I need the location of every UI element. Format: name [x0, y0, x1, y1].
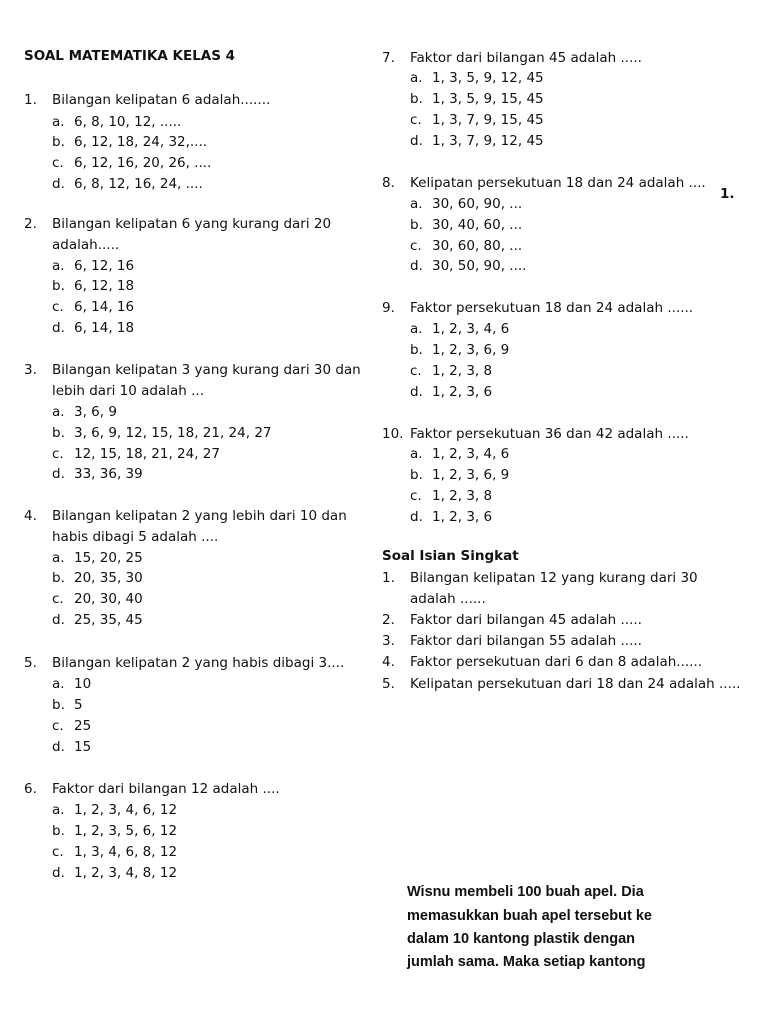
question-number: 2. — [24, 216, 37, 232]
option-letter: b. — [52, 697, 65, 713]
option-text: 6, 12, 18 — [74, 278, 135, 294]
option-letter: a. — [410, 446, 423, 462]
option-letter: b. — [410, 217, 423, 233]
question-text: Bilangan kelipatan 2 yang habis dibagi 3.... — [52, 655, 345, 671]
option-text: 1, 3, 4, 6, 8, 12 — [74, 844, 178, 860]
question-text: Bilangan kelipatan 6 adalah....... — [52, 92, 271, 108]
option-letter: a. — [410, 70, 423, 86]
option-letter: b. — [52, 134, 65, 150]
option-text: 3, 6, 9, 12, 15, 18, 21, 24, 27 — [74, 425, 272, 441]
note-line: jumlah sama. Maka setiap kantong — [407, 954, 646, 970]
option-letter: d. — [410, 258, 423, 274]
document-title: SOAL MATEMATIKA KELAS 4 — [24, 48, 236, 64]
question-text: lebih dari 10 adalah ... — [52, 383, 204, 399]
question-text: Faktor dari bilangan 55 adalah ..... — [410, 633, 642, 649]
question-text: adalah..... — [52, 237, 120, 253]
option-letter: c. — [52, 155, 64, 171]
option-text: 1, 3, 5, 9, 15, 45 — [432, 91, 544, 107]
question-number: 4. — [24, 508, 37, 524]
option-letter: a. — [52, 802, 65, 818]
option-text: 20, 35, 30 — [74, 570, 143, 586]
option-letter: b. — [410, 467, 423, 483]
option-letter: c. — [410, 112, 422, 128]
page-marker: 1. — [720, 186, 735, 202]
option-text: 15, 20, 25 — [74, 550, 143, 566]
note-line: Wisnu membeli 100 buah apel. Dia — [407, 884, 644, 900]
option-text: 10 — [74, 676, 92, 692]
question-text: Faktor persekutuan 36 dan 42 adalah ..... — [410, 426, 689, 442]
question-text: Bilangan kelipatan 3 yang kurang dari 30 dan — [52, 362, 361, 378]
option-text: 1, 3, 7, 9, 15, 45 — [432, 112, 544, 128]
option-text: 20, 30, 40 — [74, 591, 143, 607]
option-text: 5 — [74, 697, 83, 713]
note-line: dalam 10 kantong plastik dengan — [407, 931, 636, 947]
question-number: 5. — [382, 676, 395, 692]
option-text: 1, 2, 3, 8 — [432, 488, 493, 504]
option-text: 1, 2, 3, 6 — [432, 509, 493, 525]
option-letter: c. — [52, 591, 64, 607]
option-letter: c. — [52, 718, 64, 734]
question-number: 3. — [24, 362, 37, 378]
question-number: 1. — [24, 92, 37, 108]
option-letter: d. — [52, 466, 65, 482]
option-text: 6, 14, 18 — [74, 320, 135, 336]
option-letter: c. — [52, 446, 64, 462]
option-letter: d. — [410, 509, 423, 525]
option-text: 6, 12, 16, 20, 26, .... — [74, 155, 212, 171]
option-text: 25, 35, 45 — [74, 612, 143, 628]
option-text: 6, 12, 18, 24, 32,.... — [74, 134, 208, 150]
question-text: Faktor persekutuan dari 6 dan 8 adalah...... — [410, 654, 703, 670]
question-text: Faktor dari bilangan 12 adalah .... — [52, 781, 280, 797]
option-text: 1, 3, 7, 9, 12, 45 — [432, 133, 544, 149]
option-letter: d. — [410, 384, 423, 400]
option-letter: a. — [52, 114, 65, 130]
question-text: habis dibagi 5 adalah .... — [52, 529, 219, 545]
option-text: 30, 60, 90, ... — [432, 196, 523, 212]
short-answer-title: Soal Isian Singkat — [382, 548, 519, 564]
question-number: 7. — [382, 50, 395, 66]
note-line: memasukkan buah apel tersebut ke — [407, 908, 652, 924]
option-letter: a. — [52, 550, 65, 566]
option-letter: d. — [52, 739, 65, 755]
option-text: 1, 2, 3, 8 — [432, 363, 493, 379]
question-number: 9. — [382, 300, 395, 316]
question-number: 2. — [382, 612, 395, 628]
option-text: 30, 50, 90, .... — [432, 258, 527, 274]
option-text: 30, 60, 80, ... — [432, 238, 523, 254]
question-number: 10. — [382, 426, 404, 442]
question-text: Bilangan kelipatan 6 yang kurang dari 20 — [52, 216, 332, 232]
question-number: 5. — [24, 655, 37, 671]
question-text: Bilangan kelipatan 2 yang lebih dari 10 dan — [52, 508, 347, 524]
question-number: 4. — [382, 654, 395, 670]
option-letter: b. — [52, 425, 65, 441]
option-letter: b. — [410, 342, 423, 358]
question-text: Faktor dari bilangan 45 adalah ..... — [410, 612, 642, 628]
option-letter: a. — [410, 196, 423, 212]
option-text: 1, 2, 3, 6, 9 — [432, 467, 510, 483]
option-text: 1, 2, 3, 6 — [432, 384, 493, 400]
option-text: 1, 2, 3, 4, 8, 12 — [74, 865, 178, 881]
option-text: 1, 2, 3, 5, 6, 12 — [74, 823, 178, 839]
option-letter: b. — [52, 823, 65, 839]
option-letter: a. — [52, 404, 65, 420]
question-number: 6. — [24, 781, 37, 797]
option-text: 6, 8, 10, 12, ..... — [74, 114, 182, 130]
question-number: 1. — [382, 570, 395, 586]
option-letter: c. — [52, 299, 64, 315]
option-text: 25 — [74, 718, 92, 734]
option-text: 6, 14, 16 — [74, 299, 135, 315]
question-text: Faktor persekutuan 18 dan 24 adalah ...... — [410, 300, 694, 316]
option-text: 30, 40, 60, ... — [432, 217, 523, 233]
option-text: 6, 12, 16 — [74, 258, 135, 274]
option-text: 1, 2, 3, 4, 6 — [432, 321, 510, 337]
option-letter: d. — [52, 612, 65, 628]
option-letter: a. — [52, 676, 65, 692]
option-letter: b. — [410, 91, 423, 107]
option-letter: b. — [52, 570, 65, 586]
option-letter: c. — [410, 238, 422, 254]
option-text: 1, 2, 3, 4, 6 — [432, 446, 510, 462]
option-letter: c. — [410, 363, 422, 379]
option-letter: c. — [410, 488, 422, 504]
option-text: 1, 2, 3, 4, 6, 12 — [74, 802, 178, 818]
option-text: 1, 2, 3, 6, 9 — [432, 342, 510, 358]
question-number: 3. — [382, 633, 395, 649]
question-text: Kelipatan persekutuan dari 18 dan 24 adalah ..... — [410, 676, 741, 692]
option-letter: d. — [52, 320, 65, 336]
option-letter: a. — [52, 258, 65, 274]
option-letter: d. — [52, 865, 65, 881]
question-text: Faktor dari bilangan 45 adalah ..... — [410, 50, 642, 66]
option-text: 33, 36, 39 — [74, 466, 143, 482]
option-letter: b. — [52, 278, 65, 294]
question-text: Bilangan kelipatan 12 yang kurang dari 30 — [410, 570, 698, 586]
option-text: 6, 8, 12, 16, 24, .... — [74, 176, 203, 192]
option-letter: c. — [52, 844, 64, 860]
question-text: Kelipatan persekutuan 18 dan 24 adalah .... — [410, 175, 706, 191]
option-text: 1, 3, 5, 9, 12, 45 — [432, 70, 544, 86]
option-text: 3, 6, 9 — [74, 404, 117, 420]
question-text: adalah ...... — [410, 591, 486, 607]
option-letter: d. — [52, 176, 65, 192]
option-text: 15 — [74, 739, 92, 755]
option-letter: a. — [410, 321, 423, 337]
question-number: 8. — [382, 175, 395, 191]
option-text: 12, 15, 18, 21, 24, 27 — [74, 446, 220, 462]
option-letter: d. — [410, 133, 423, 149]
